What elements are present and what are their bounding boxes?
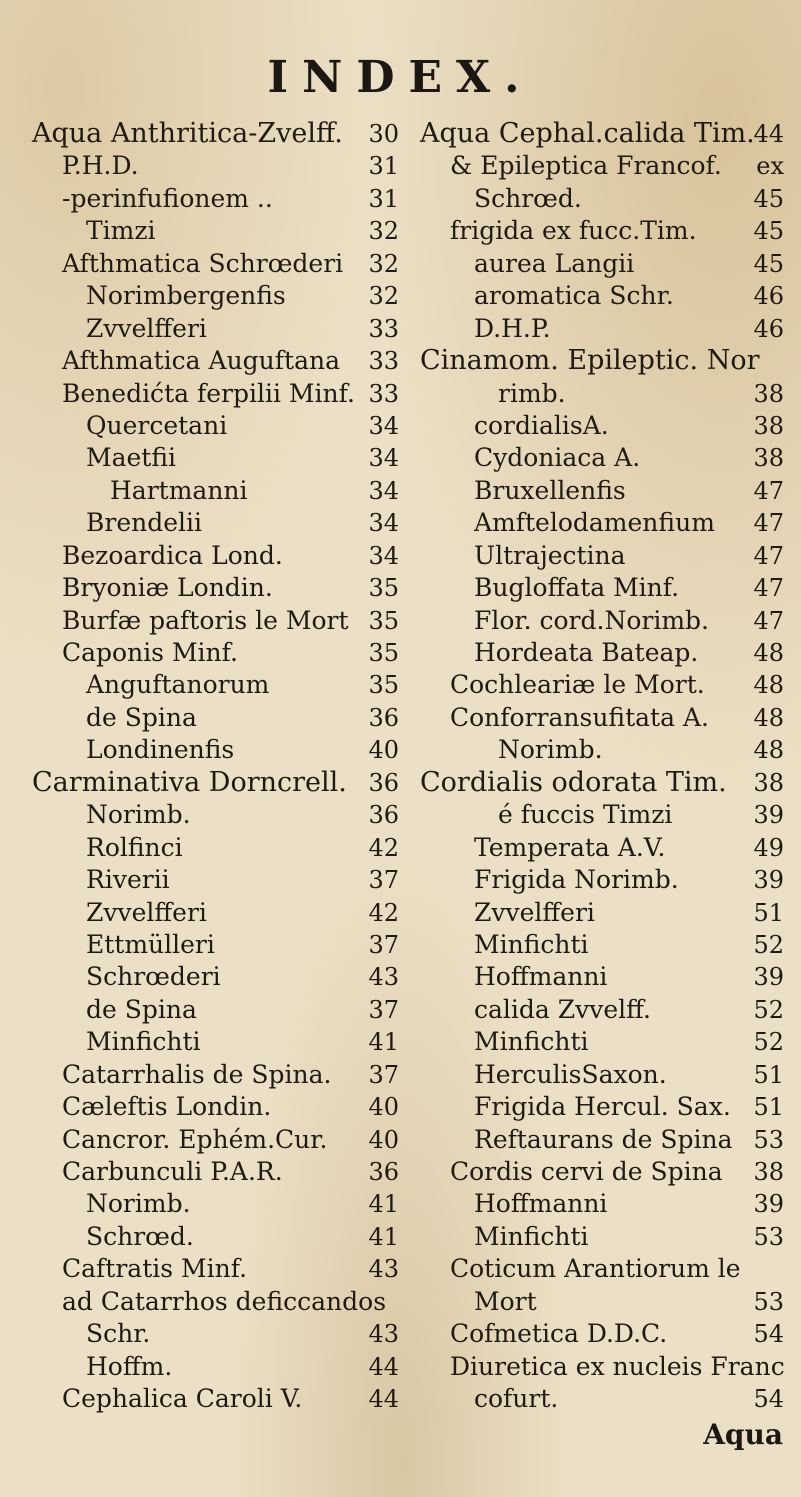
- index-entry: [24, 961, 399, 993]
- page-number: 52: [753, 995, 784, 1024]
- entry-text: Cæleftis Londin.: [62, 1092, 272, 1122]
- page-number: 42: [368, 833, 399, 862]
- entry-text: Diuretica ex nucleis Franc: [450, 1351, 785, 1381]
- page-number: 44: [753, 120, 784, 148]
- entry-text: calida Zvvelff.: [474, 994, 651, 1024]
- entry-text: Afthmatica Auguftana: [62, 346, 340, 376]
- page-number: 48: [753, 736, 784, 765]
- index-entry: [412, 1059, 784, 1091]
- page-number: ex: [756, 152, 784, 181]
- page-number: 37: [368, 866, 399, 895]
- entry-text: Cordis cervi de Spina: [450, 1157, 723, 1186]
- page-number: 39: [753, 801, 784, 830]
- page-number: 54: [753, 1385, 784, 1414]
- index-entry: [412, 572, 784, 604]
- index-entry: [412, 507, 784, 539]
- index-entry: [412, 1383, 784, 1415]
- entry-text: Benedićta ferpilii Minf.: [62, 378, 355, 408]
- entry-text: Carbunculi P.A.R.: [62, 1157, 283, 1186]
- index-entry: [24, 702, 399, 734]
- page-number: 35: [368, 671, 399, 700]
- entry-text: Bugloffata Minf.: [474, 573, 680, 603]
- page-number: 49: [753, 833, 784, 862]
- index-entry: [24, 215, 399, 247]
- entry-text: Riverii: [86, 865, 170, 895]
- page-number: 47: [753, 606, 784, 635]
- page-number: 32: [368, 282, 399, 311]
- entry-text: Caftratis Minf.: [62, 1254, 248, 1284]
- index-entry: [412, 1124, 784, 1156]
- index-entry: [24, 1156, 399, 1188]
- entry-text: Frigida Norimb.: [474, 865, 679, 895]
- entry-text: Conforransufitata A.: [450, 702, 709, 732]
- entry-text: Anguftanorum: [86, 670, 270, 700]
- index-entry: [412, 1286, 784, 1318]
- page-header: INDEX.: [267, 52, 534, 103]
- index-entry: [412, 929, 784, 961]
- index-entry: [24, 507, 399, 539]
- index-entry: [412, 280, 784, 312]
- index-entry: [412, 442, 784, 474]
- entry-text: Norimb.: [498, 735, 603, 765]
- index-entry: [24, 313, 399, 345]
- entry-text: cofurt.: [474, 1384, 559, 1414]
- index-entry: [412, 799, 784, 831]
- entry-text: Norimb.: [86, 1189, 191, 1219]
- entry-text: Schrœd.: [474, 183, 582, 213]
- entry-text: Aqua Anthritica-Zvelff.: [32, 118, 343, 149]
- index-entry: [412, 1156, 784, 1188]
- index-entry: [24, 1059, 399, 1091]
- page-number: 40: [368, 736, 399, 765]
- entry-text: Londinenfis: [86, 735, 235, 765]
- entry-text: Norimbergenfis: [86, 281, 286, 311]
- index-entry: [24, 183, 399, 215]
- entry-text: Minfichti: [86, 1027, 201, 1057]
- index-entry: [412, 734, 784, 766]
- index-entry: [412, 1026, 784, 1058]
- page-number: 37: [368, 930, 399, 959]
- entry-text: Cydoniaca A.: [474, 443, 641, 473]
- index-entry: [412, 410, 784, 442]
- page-number: 41: [368, 1222, 399, 1251]
- page-number: 31: [368, 184, 399, 213]
- entry-text: Carminativa Dorncrell.: [32, 766, 347, 798]
- page-number: 53: [753, 1287, 784, 1316]
- entry-text: Minfichti: [474, 929, 589, 959]
- index-entry: [412, 1221, 784, 1253]
- index-entry: [24, 799, 399, 831]
- page-number: 33: [368, 379, 399, 408]
- page-number: 30: [368, 120, 399, 148]
- index-entry: [412, 767, 784, 799]
- index-entry: [24, 540, 399, 572]
- index-entry: [24, 734, 399, 766]
- page-number: 37: [368, 1060, 399, 1089]
- index-entry: [24, 150, 399, 182]
- entry-text: Schrœderi: [86, 962, 221, 992]
- page-number: 48: [753, 671, 784, 700]
- index-entry: [24, 280, 399, 312]
- page-number: 39: [753, 866, 784, 895]
- index-entry: [24, 1383, 399, 1415]
- page-number: 33: [368, 314, 399, 343]
- page-number: 34: [368, 541, 399, 570]
- entry-text: Cancror. Ephém.Cur.: [62, 1124, 328, 1154]
- page-number: 36: [368, 1158, 399, 1186]
- entry-text: é fuccis Timzi: [498, 800, 673, 830]
- entry-text: Burfæ paftoris le Mort: [62, 605, 349, 635]
- entry-text: Bruxellenfis: [474, 475, 626, 505]
- page-number: 35: [368, 574, 399, 603]
- page-number: 47: [753, 574, 784, 603]
- entry-text: Norimb.: [86, 800, 191, 830]
- entry-text: Bezoardica Lond.: [62, 540, 283, 570]
- entry-text: Hoffmanni: [474, 962, 608, 992]
- index-entry: [412, 832, 784, 864]
- entry-text: ad Catarrhos deficcandos: [62, 1286, 387, 1316]
- index-entry: [412, 702, 784, 734]
- index-entry: [412, 864, 784, 896]
- index-entry: [24, 929, 399, 961]
- page-number: 38: [753, 1158, 784, 1186]
- page-number: 45: [753, 217, 784, 246]
- page-number: 37: [368, 995, 399, 1024]
- entry-text: Cinamom. Epileptic. Nor: [420, 345, 760, 377]
- page-number: 38: [753, 768, 784, 797]
- page-number: 47: [753, 509, 784, 538]
- page-number: 39: [753, 963, 784, 992]
- entry-text: cordialisA.: [474, 410, 609, 440]
- index-entry: [24, 1026, 399, 1058]
- entry-text: Coticum Arantiorum le: [450, 1254, 741, 1284]
- entry-text: Zvvelfferi: [86, 897, 207, 927]
- entry-text: Minfichti: [474, 1221, 589, 1251]
- index-entry: [24, 442, 399, 474]
- entry-text: Cofmetica D.D.C.: [450, 1319, 668, 1349]
- entry-text: Rolfinci: [86, 832, 183, 862]
- page-number: 48: [753, 639, 784, 667]
- index-entry: [412, 1351, 784, 1383]
- entry-text: de Spina: [86, 702, 197, 732]
- page-number: 45: [753, 249, 784, 278]
- index-entry: [412, 215, 784, 247]
- entry-text: Flor. cord.Norimb.: [474, 605, 709, 635]
- index-entry: [412, 378, 784, 410]
- index-entry: [412, 669, 784, 701]
- page-number: 38: [753, 411, 784, 440]
- index-entry: [24, 1124, 399, 1156]
- page-number: 51: [753, 898, 784, 927]
- page-number: 54: [753, 1320, 784, 1349]
- page-number: 40: [368, 1125, 399, 1154]
- entry-text: Cephalica Caroli V.: [62, 1384, 303, 1414]
- page-number: 42: [368, 898, 399, 927]
- index-entry: [412, 248, 784, 280]
- page-number: 43: [368, 1255, 399, 1284]
- entry-text: Brendelii: [86, 508, 203, 538]
- entry-text: Hoffmanni: [474, 1189, 608, 1219]
- index-entry: [412, 1318, 784, 1350]
- page-number: 52: [753, 930, 784, 959]
- page-number: 38: [753, 379, 784, 408]
- page-number: 33: [368, 347, 399, 376]
- page-number: 31: [368, 152, 399, 181]
- entry-text: Temperata A.V.: [474, 832, 666, 862]
- page-number: 39: [753, 1190, 784, 1219]
- page-number: 53: [753, 1125, 784, 1154]
- entry-text: Amftelodamenfium: [474, 508, 715, 538]
- page-number: 51: [753, 1093, 784, 1122]
- entry-text: aromatica Schr.: [474, 281, 674, 311]
- page-number: 45: [753, 184, 784, 213]
- index-entry: [24, 1188, 399, 1220]
- page-number: 32: [368, 217, 399, 246]
- entry-text: Zvvelfferi: [86, 313, 207, 343]
- entry-text: Ettmülleri: [86, 929, 215, 959]
- entry-text: Timzi: [86, 216, 156, 246]
- entry-text: P.H.D.: [62, 151, 139, 181]
- page-number: 36: [368, 703, 399, 732]
- index-entry: [24, 410, 399, 442]
- index-entry: [24, 767, 399, 799]
- index-entry: [412, 1188, 784, 1220]
- index-entry: [24, 605, 399, 637]
- index-entry: [24, 248, 399, 280]
- index-entry: [412, 118, 784, 150]
- entry-text: Maetfii: [86, 443, 177, 473]
- page-number: 34: [368, 411, 399, 440]
- entry-text: Schrœd.: [86, 1221, 194, 1251]
- index-entry: [24, 1221, 399, 1253]
- index-entry: [412, 540, 784, 572]
- page-number: 47: [753, 541, 784, 570]
- index-entry: [24, 994, 399, 1026]
- entry-text: Hordeata Bateap.: [474, 638, 699, 667]
- index-entry: [24, 1091, 399, 1123]
- index-entry: [412, 475, 784, 507]
- page-number: 53: [753, 1222, 784, 1251]
- entry-text: Aqua Cephal.calida Tim.: [420, 118, 755, 149]
- entry-text: rimb.: [498, 378, 566, 408]
- index-entry: [24, 832, 399, 864]
- page-number: 46: [753, 282, 784, 311]
- entry-text: Zvvelfferi: [474, 897, 595, 927]
- page-number: 32: [368, 249, 399, 278]
- index-entry: [412, 637, 784, 669]
- entry-text: aurea Langii: [474, 248, 635, 278]
- page-number: 36: [368, 801, 399, 830]
- index-entry: [24, 572, 399, 604]
- page-number: 35: [368, 639, 399, 667]
- index-entry: [412, 605, 784, 637]
- entry-text: Quercetani: [86, 410, 228, 440]
- index-entry: [24, 345, 399, 377]
- index-entry: [24, 864, 399, 896]
- index-entry: [412, 1253, 784, 1285]
- page-number: 52: [753, 1028, 784, 1057]
- index-entry: [24, 378, 399, 410]
- page-number: 34: [368, 444, 399, 473]
- page-number: 43: [368, 963, 399, 992]
- page-number: 46: [753, 314, 784, 343]
- page-number: 41: [368, 1028, 399, 1057]
- index-entry: [24, 1286, 399, 1318]
- entry-text: Afthmatica Schrœderi: [62, 248, 344, 278]
- page-number: 34: [368, 476, 399, 505]
- entry-text: Catarrhalis de Spina.: [62, 1059, 332, 1089]
- index-entry: [24, 118, 399, 150]
- page-number: 40: [368, 1093, 399, 1122]
- entry-text: HerculisSaxon.: [474, 1059, 667, 1089]
- index-entry: [24, 637, 399, 669]
- entry-text: Frigida Hercul. Sax.: [474, 1092, 731, 1122]
- entry-text: Hartmanni: [110, 475, 248, 505]
- page-number: 41: [368, 1190, 399, 1219]
- entry-text: Cordialis odorata Tim.: [420, 766, 727, 798]
- entry-text: Minfichti: [474, 1027, 589, 1057]
- entry-text: Mort: [474, 1286, 537, 1316]
- entry-text: Caponis Minf.: [62, 638, 238, 667]
- entry-text: & Epileptica Francof.: [450, 151, 722, 181]
- index-entry: [24, 475, 399, 507]
- index-entry: [412, 183, 784, 215]
- entry-text: Ultrajectina: [474, 540, 626, 570]
- page-number: 51: [753, 1060, 784, 1089]
- page-number: 44: [368, 1352, 399, 1381]
- index-entry: [412, 345, 784, 377]
- index-entry: [412, 1091, 784, 1123]
- entry-text: Cochleariæ le Mort.: [450, 670, 705, 700]
- index-entry: [412, 150, 784, 182]
- page-number: 47: [753, 476, 784, 505]
- page-number: 44: [368, 1385, 399, 1414]
- page-number: 43: [368, 1320, 399, 1349]
- entry-text: frigida ex fucc.Tim.: [450, 216, 697, 246]
- index-entry: [412, 897, 784, 929]
- left-column: [24, 118, 399, 1416]
- catchword: Aqua: [703, 1418, 783, 1451]
- right-column: [412, 118, 784, 1416]
- index-entry: [24, 1253, 399, 1285]
- entry-text: -perinfufionem ..: [62, 183, 273, 213]
- index-entry: [24, 669, 399, 701]
- index-entry: [24, 1318, 399, 1350]
- index-entry: [412, 961, 784, 993]
- index-entry: [412, 994, 784, 1026]
- index-entry: [24, 1351, 399, 1383]
- entry-text: Schr.: [86, 1319, 151, 1349]
- page-number: 38: [753, 444, 784, 473]
- index-entry: [412, 313, 784, 345]
- page-number: 48: [753, 703, 784, 732]
- page-number: 36: [368, 768, 399, 797]
- index-entry: [24, 897, 399, 929]
- page-number: 35: [368, 606, 399, 635]
- entry-text: Bryoniæ Londin.: [62, 573, 273, 603]
- entry-text: Hoffm.: [86, 1351, 173, 1381]
- entry-text: Reftaurans de Spina: [474, 1124, 733, 1154]
- entry-text: D.H.P.: [474, 313, 551, 343]
- page-number: 34: [368, 509, 399, 538]
- entry-text: de Spina: [86, 994, 197, 1024]
